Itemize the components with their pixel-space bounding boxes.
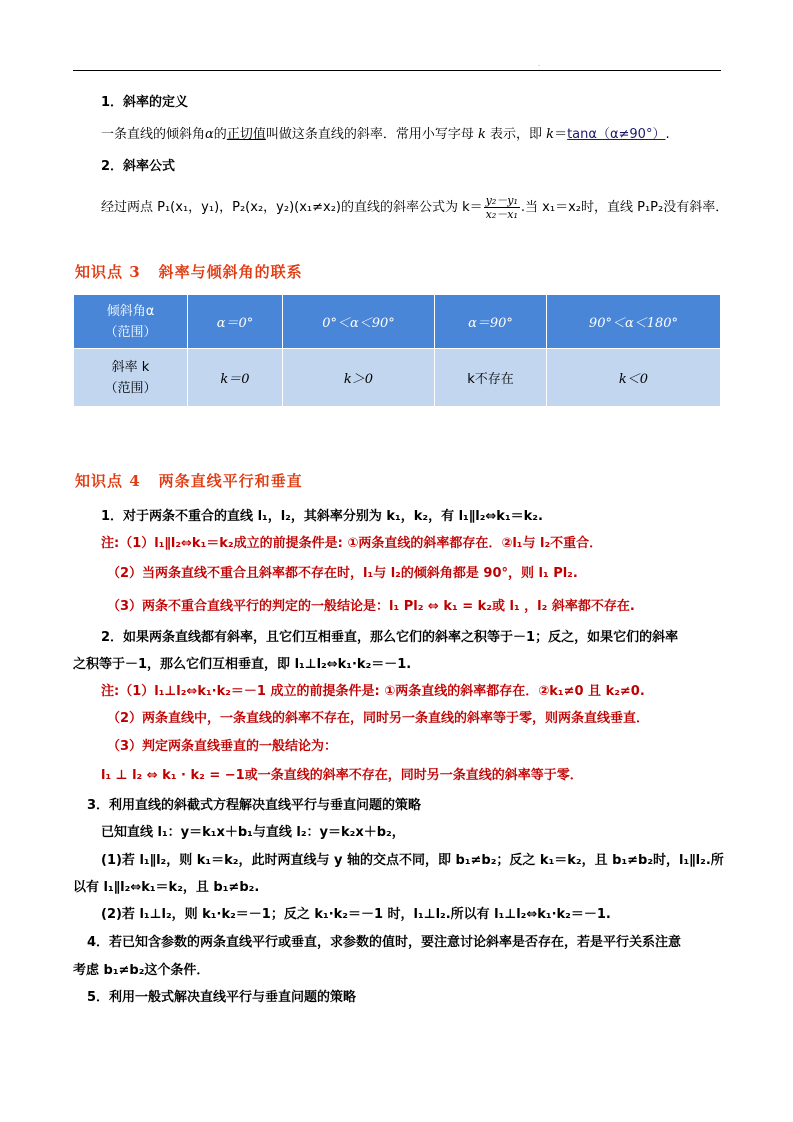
s1-text-c: 正切值 [226,127,266,142]
s2-text-b: .当 x₁＝x₂时，直线 P₁P₂没有斜率． [520,200,729,215]
header-rule [73,70,721,71]
s1-formula-tan: tanα（α≠90°） [567,127,666,142]
slope-denominator: x₂－x₁ [485,208,518,221]
table-row-angle [74,295,721,349]
section-1-body [101,126,670,144]
slope-angle-table [73,294,721,407]
table-header-angle [74,295,188,349]
s1-formula-eq: ＝ [554,127,568,142]
paragraph-perpendicular-b: 之积等于－1，那么它们互相垂直，即 l₁⊥l₂⇔k₁·k₂＝－1. [73,657,412,672]
s2-text-a: 经过两点 P₁(x₁，y₁)，P₂(x₂，y₂)(x₁≠x₂)的直线的斜率公式为 k＝ [101,200,483,215]
note-parallel-3: （3）两条不重合直线平行的判定的一般结论是：l₁ Pl₂ ⇔ k₁ = k₂或 l₁ ，l₂ 斜率都不存在. [107,599,635,614]
paragraph-4a: 4．若已知含参数的两条直线平行或垂直，求参数的值时，要注意讨论斜率是否存在，若是平行关系注意 [87,935,682,950]
table-header-slope [74,349,188,407]
table-cell: k＜0 [547,349,721,407]
note-perp-3: （3）判定两条直线垂直的一般结论为： [107,739,338,754]
slope-label: 斜率 k [111,359,150,375]
angle-range-label: （范围） [104,324,157,340]
paragraph-perpendicular-a: 2．如果两条直线都有斜率，且它们互相垂直，那么它们的斜率之积等于－1；反之，如果它们的斜率 [101,630,679,645]
heading-4-label: 知识点 4 [75,472,141,490]
paragraph-parallel: 1．对于两条不重合的直线 l₁，l₂，其斜率分别为 k₁，k₂，有 l₁∥l₂⇔k₁＝k₂. [101,509,543,524]
section-1-title: 1．斜率的定义 [101,95,189,110]
table-cell: k不存在 [435,349,547,407]
paragraph-strategy-3: 3．利用直线的斜截式方程解决直线平行与垂直问题的策略 [87,798,422,813]
s1-text-e: 表示，即 [490,127,543,142]
table-cell: α＝90° [435,295,547,349]
table-cell: 90°＜α＜180° [547,295,721,349]
note-perp-1: 注:（1）l₁⊥l₂⇔k₁·k₂＝－1 成立的前提条件是: ①两条直线的斜率都存在．②k₁≠0 且 k₂≠0. [101,684,645,699]
paragraph-4b: 考虑 b₁≠b₂这个条件． [73,963,210,978]
strategy-3-given: 已知直线 l₁：y＝k₁x＋b₁与直线 l₂：y＝k₂x＋b₂， [101,825,405,840]
heading-knowledge-4 [75,470,303,491]
header-dot: · [538,62,541,70]
table-cell: 0°＜α＜90° [283,295,435,349]
s1-alpha: α [205,127,214,142]
table-row-slope [74,349,721,407]
table-cell: k＞0 [283,349,435,407]
note-perp-4: l₁ ⊥ l₂ ⇔ k₁ · k₂ = −1或一条直线的斜率不存在，同时另一条直线的斜率等于零． [101,768,583,783]
s1-text-b: 的 [213,127,227,142]
strategy-3-case-1: (1)若 l₁∥l₂，则 k₁＝k₂，此时两直线与 y 轴的交点不同，即 b₁≠b₂；反之 k₁＝k₂，且 b₁≠b₂时，l₁∥l₂.所 [101,853,724,868]
paragraph-5: 5．利用一般式解决直线平行与垂直问题的策略 [87,990,357,1005]
s1-text-d: 叫做这条直线的斜率．常用小写字母 [265,127,474,142]
slope-range-label: （范围） [104,380,157,396]
s1-k: k [477,127,486,142]
table-cell: k＝0 [188,349,283,407]
heading-3-label: 知识点 3 [75,263,141,281]
heading-knowledge-3 [75,261,303,282]
heading-4-title: 两条直线平行和垂直 [158,472,303,490]
s1-formula-k: k [546,127,555,142]
section-2-title: 2．斜率公式 [101,159,176,174]
section-2-body [101,194,728,221]
note-perp-2: （2）两条直线中，一条直线的斜率不存在，同时另一条直线的斜率等于零，则两条直线垂直． [107,711,650,726]
heading-3-title: 斜率与倾斜角的联系 [158,263,303,281]
note-parallel-2: （2）当两条直线不重合且斜率都不存在时，l₁与 l₂的倾斜角都是 90°，则 l₁ Pl₂. [107,566,578,581]
angle-label: 倾斜角α [106,303,155,319]
strategy-3-case-2: (2)若 l₁⊥l₂，则 k₁·k₂＝－1；反之 k₁·k₂＝－1 时，l₁⊥l₂.所以有 l₁⊥l₂⇔k₁·k₂＝－1. [101,907,611,922]
s1-end: . [665,127,670,142]
slope-fraction [484,194,520,221]
table-cell: α＝0° [188,295,283,349]
note-parallel-1: 注:（1）l₁∥l₂⇔k₁＝k₂成立的前提条件是: ①两条直线的斜率都存在．②l₁与 l₂不重合． [101,536,603,551]
strategy-3-case-1b: 以有 l₁∥l₂⇔k₁＝k₂，且 b₁≠b₂. [73,880,260,895]
slope-numerator: y₂－y₁ [485,194,518,207]
s1-text-a: 一条直线的倾斜角 [101,127,206,142]
